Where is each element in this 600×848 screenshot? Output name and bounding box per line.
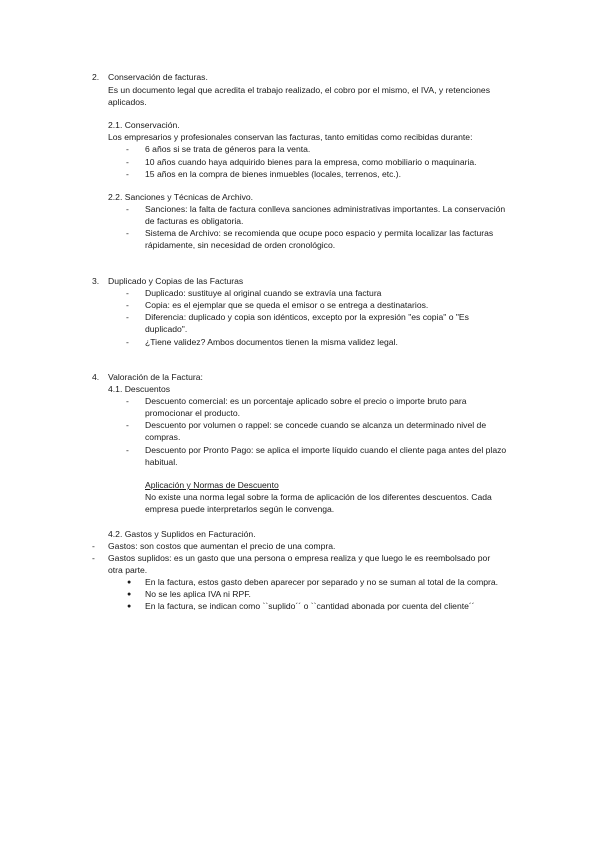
discount-rules-text: empresa puede interpretarlos según le convenga. bbox=[145, 504, 335, 514]
list-dash: - bbox=[126, 445, 129, 455]
bullet-item: En la factura, estos gasto deben aparecer por separado y no se suman al total de la compra. bbox=[145, 577, 499, 587]
list-item: Copia: es el ejemplar que se queda el emisor o se entrega a destinatarios. bbox=[145, 300, 429, 310]
section-3-title: Duplicado y Copias de las Facturas bbox=[108, 276, 244, 286]
list-item-continuation: duplicado". bbox=[145, 324, 188, 334]
subsection-2-1-intro: Los empresarios y profesionales conservan las facturas, tanto emitidas como recibidas durante: bbox=[108, 132, 473, 142]
list-item-continuation: rápidamente, sin necesidad de orden cronológico. bbox=[145, 240, 336, 250]
subsection-2-1-title: 2.1. Conservación. bbox=[108, 120, 180, 130]
section-2-desc-line: Es un documento legal que acredita el trabajo realizado, el cobro por el mismo, el IVA, y retenciones bbox=[108, 85, 490, 95]
section-2-number: 2. bbox=[92, 72, 100, 82]
list-dash: - bbox=[126, 204, 129, 214]
section-2-desc-line: aplicados. bbox=[108, 97, 147, 107]
list-item: Descuento por Pronto Pago: se aplica el importe líquido cuando el cliente paga antes del plazo bbox=[145, 445, 507, 455]
list-item-continuation: promocionar el producto. bbox=[145, 408, 241, 418]
list-dash: - bbox=[126, 228, 129, 238]
list-item: Sistema de Archivo: se recomienda que ocupe poco espacio y permita localizar las facturas bbox=[145, 228, 494, 238]
list-dash: - bbox=[126, 396, 129, 406]
list-dash: - bbox=[126, 288, 129, 298]
list-item: 10 años cuando haya adquirido bienes para la empresa, como mobiliario o maquinaria. bbox=[145, 157, 477, 167]
bullet-icon: ● bbox=[127, 603, 132, 610]
list-dash: - bbox=[126, 300, 129, 310]
subsection-2-2-title: 2.2. Sanciones y Técnicas de Archivo. bbox=[108, 192, 254, 202]
section-2-title: Conservación de facturas. bbox=[108, 72, 208, 82]
discount-rules-heading: Aplicación y Normas de Descuento bbox=[145, 480, 279, 490]
section-4-number: 4. bbox=[92, 372, 100, 382]
bullet-item: No se les aplica IVA ni RPF. bbox=[145, 589, 251, 599]
list-item: 6 años si se trata de géneros para la venta. bbox=[145, 144, 311, 154]
list-item: Diferencia: duplicado y copia son idénticos, excepto por la expresión "es copia" o "Es bbox=[145, 312, 469, 322]
discount-rules-text: No existe una norma legal sobre la forma de aplicación de los diferentes descuentos. Cada bbox=[145, 492, 492, 502]
list-item: Descuento comercial: es un porcentaje aplicado sobre el precio o importe bruto para bbox=[145, 396, 467, 406]
list-dash: - bbox=[126, 337, 129, 347]
list-dash: - bbox=[126, 157, 129, 167]
list-item: Sanciones: la falta de factura conlleva sanciones administrativas importantes. La conservación bbox=[145, 204, 506, 214]
list-item-continuation: compras. bbox=[145, 432, 181, 442]
list-dash: - bbox=[126, 312, 129, 322]
list-item-continuation: habitual. bbox=[145, 457, 178, 467]
subsection-4-2-title: 4.2. Gastos y Suplidos en Facturación. bbox=[108, 529, 256, 539]
list-item-continuation: otra parte. bbox=[108, 565, 148, 575]
list-item-continuation: de facturas es obligatoria. bbox=[145, 216, 244, 226]
list-item: ¿Tiene validez? Ambos documentos tienen la misma validez legal. bbox=[145, 337, 398, 347]
list-item: Gastos: son costos que aumentan el precio de una compra. bbox=[108, 541, 336, 551]
list-dash: - bbox=[92, 553, 95, 563]
list-dash: - bbox=[92, 541, 95, 551]
list-dash: - bbox=[126, 144, 129, 154]
section-4-title: Valoración de la Factura: bbox=[108, 372, 203, 382]
bullet-item: En la factura, se indican como ``suplido´´ o ``cantidad abonada por cuenta del cliente´´ bbox=[145, 601, 475, 611]
subsection-4-1-title: 4.1. Descuentos bbox=[108, 384, 171, 394]
list-item: Duplicado: sustituye al original cuando se extravía una factura bbox=[145, 288, 382, 298]
bullet-icon: ● bbox=[127, 579, 132, 586]
list-dash: - bbox=[126, 169, 129, 179]
list-dash: - bbox=[126, 420, 129, 430]
list-item: Descuento por volumen o rappel: se concede cuando se alcanza un determinado nivel de bbox=[145, 420, 487, 430]
list-item: Gastos suplidos: es un gasto que una persona o empresa realiza y que luego le es reembolsado por bbox=[108, 553, 491, 563]
bullet-icon: ● bbox=[127, 591, 132, 598]
list-item: 15 años en la compra de bienes inmuebles (locales, terrenos, etc.). bbox=[145, 169, 402, 179]
section-3-number: 3. bbox=[92, 276, 100, 286]
